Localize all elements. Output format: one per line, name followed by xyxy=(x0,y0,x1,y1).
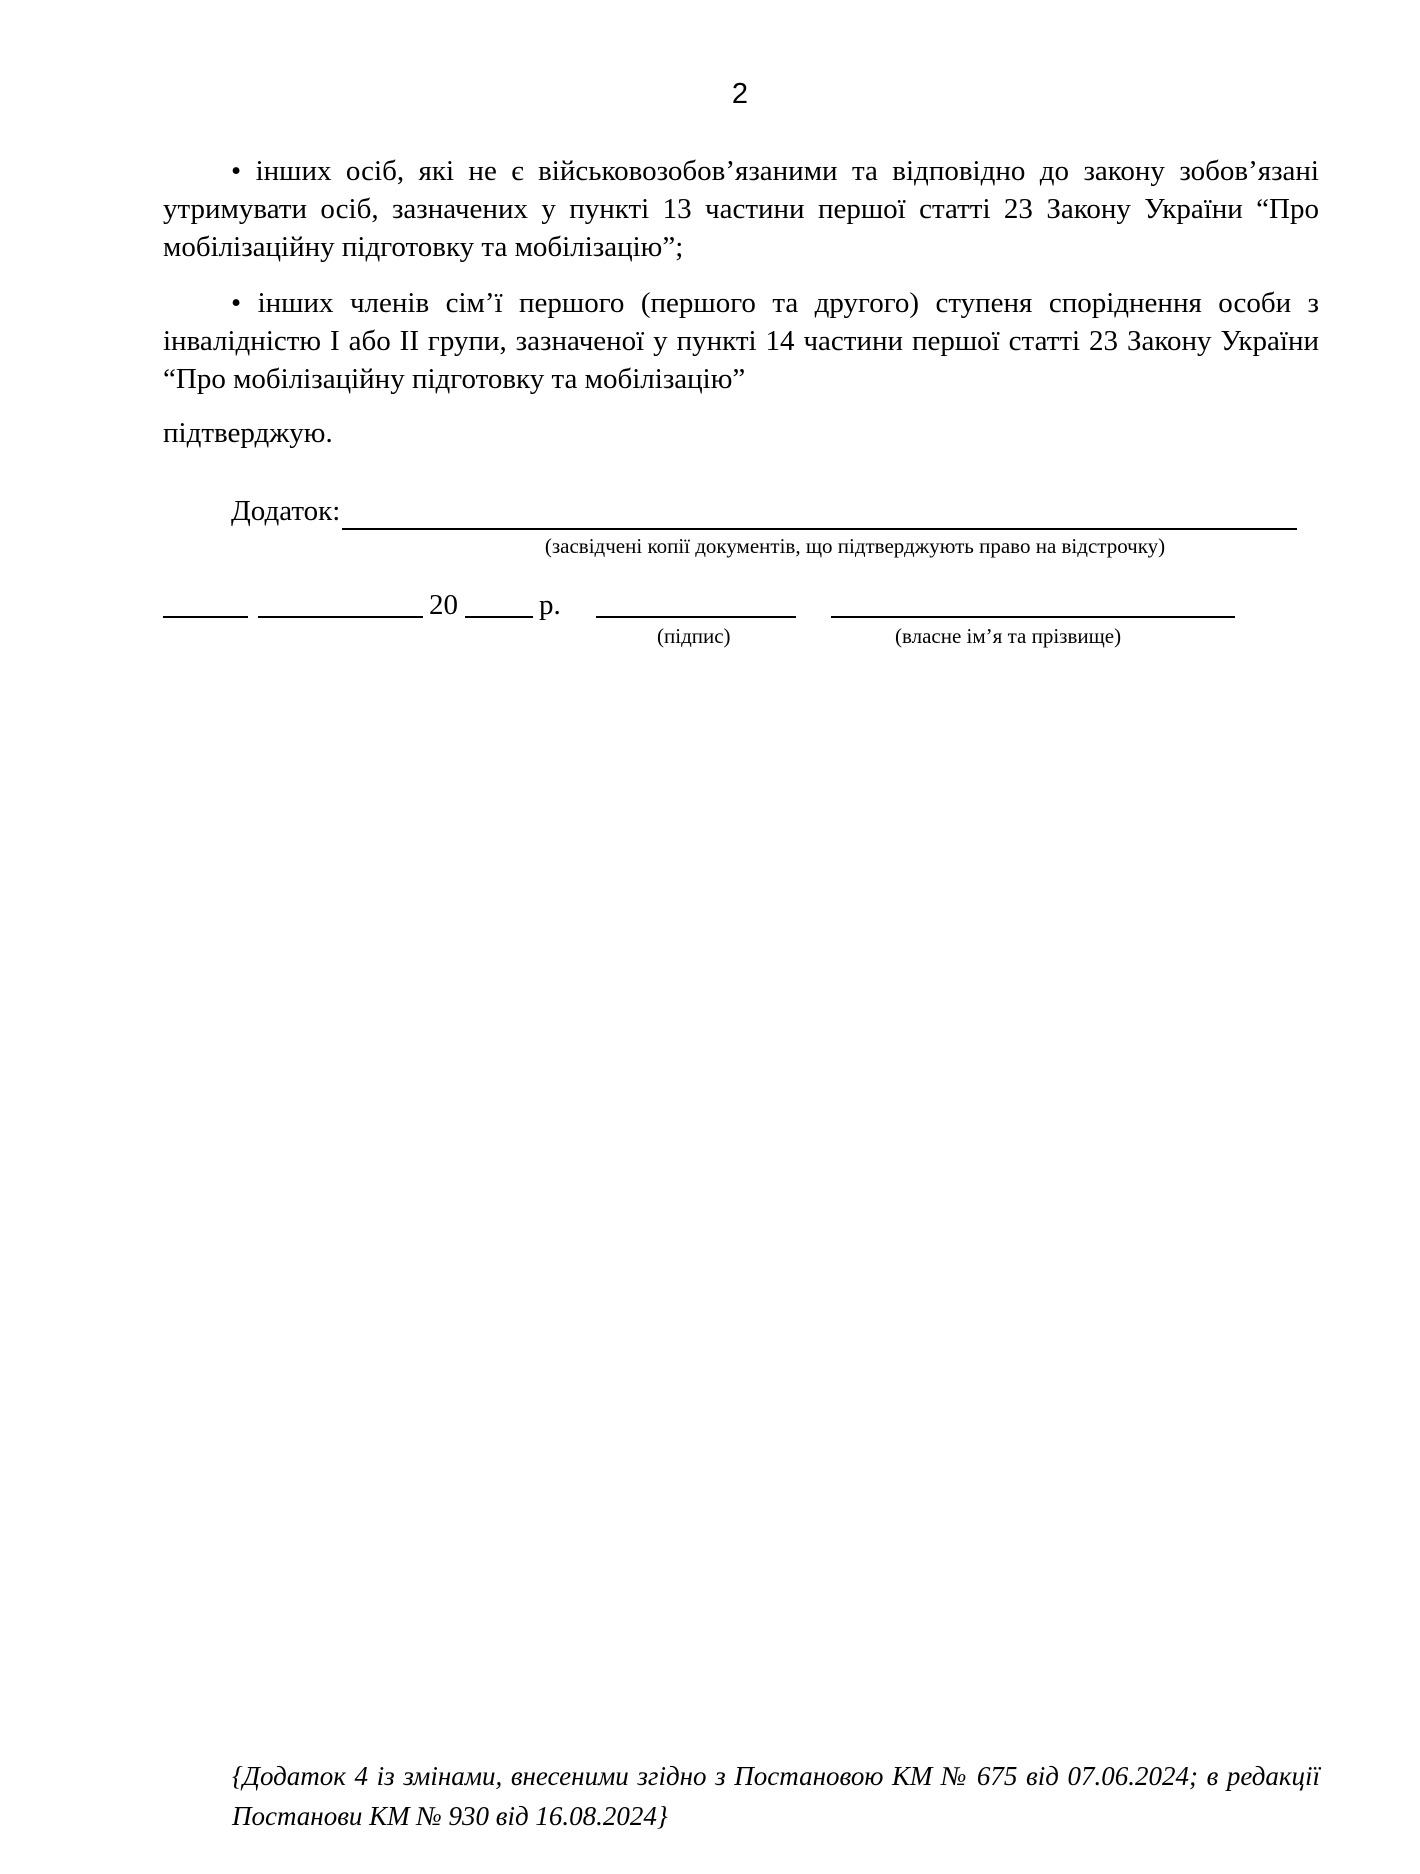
signature-field xyxy=(596,586,796,618)
addendum-row xyxy=(231,492,1297,530)
addendum-label: Додаток: xyxy=(231,495,341,527)
addendum-hint: (засвідчені копії документів, що підтверджують право на відстрочку) xyxy=(544,534,1166,558)
year-suffix: р. xyxy=(539,589,561,621)
signature-hint: (підпис) xyxy=(657,624,731,648)
year-prefix: 20 xyxy=(429,589,458,621)
year-field xyxy=(465,586,533,618)
addendum-field xyxy=(342,498,1297,530)
paragraph-family-members: • інших членів сім’ї першого (першого та другого) ступеня споріднення особи з інвалідністю I або II групи, зазначеної у пункті 14 частини першої статті 23 Закону України “Про мобілізаційну підготовку та мобілізацію” xyxy=(163,287,1319,395)
day-field xyxy=(163,586,248,618)
footer-note: {Додаток 4 із змінами, внесеними згідно з Постановою КМ № 675 від 07.06.2024; в редакції Постанови КМ № 930 від 16.08.2024} xyxy=(232,1761,1320,1831)
month-field xyxy=(258,586,423,618)
paragraph-other-persons: • інших осіб, які не є військовозобов’язаними та відповідно до закону зобов’язані утримувати осіб, зазначених у пункті 13 частини першої статті 23 Закону України “Про мобілізаційну підготовку та мобілізацію”; xyxy=(163,155,1319,263)
name-field xyxy=(831,586,1235,618)
name-hint: (власне ім’я та прізвище) xyxy=(895,624,1122,648)
page-number: 2 xyxy=(731,78,749,110)
signature-row xyxy=(163,586,1263,626)
confirm-text: підтверджую. xyxy=(163,417,333,449)
